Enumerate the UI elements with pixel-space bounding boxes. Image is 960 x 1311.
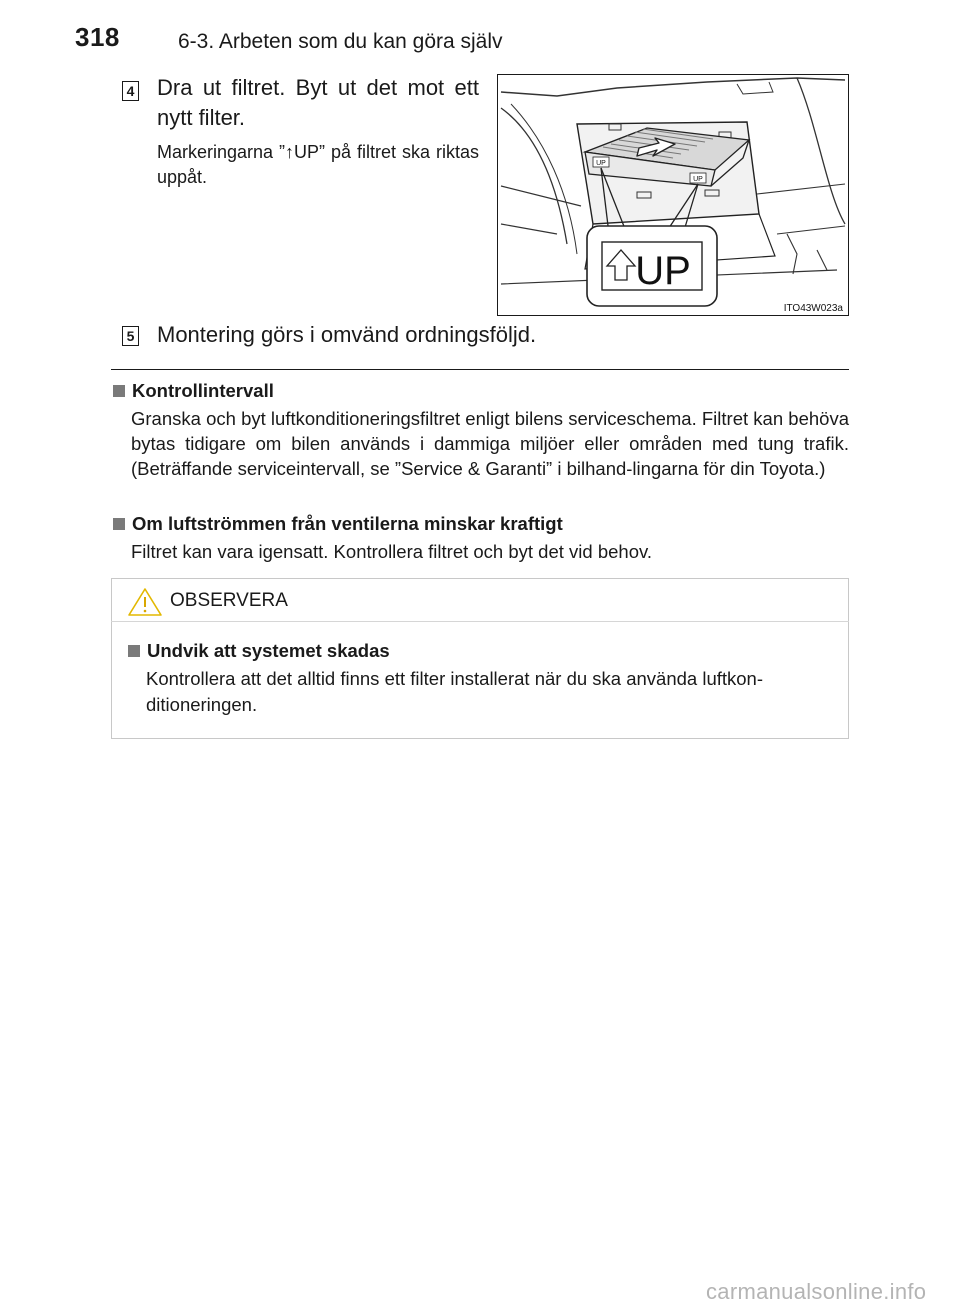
notice-heading [128,640,390,662]
notice-title: OBSERVERA [170,590,288,611]
kontrollintervall-heading-text: Kontrollintervall [132,380,274,401]
section-title: 6-3. Arbeten som du kan göra själv [178,30,503,53]
notice-header-divider [111,621,849,622]
notice-heading-text: Undvik att systemet skadas [147,640,390,661]
warning-triangle-icon [127,587,163,617]
step-4-note: Markeringarna ”↑UP” på filtret ska riktas uppåt. [157,142,479,187]
section-divider [111,369,849,370]
callout-up-label: UP [635,249,691,293]
figure-code: ITO43W023a [783,303,843,314]
watermark: carmanualsonline.info [706,1279,927,1304]
step-5-badge: 5 [122,326,139,346]
luftstrommen-heading-text: Om luftströmmen från ventilerna minskar kraftigt [132,513,563,534]
filter-illustration [497,74,849,316]
svg-text:UP: UP [596,160,606,167]
notice-body: Kontrollera att det alltid finns ett filter installerat när du ska använda luftkon-ditioneringen. [146,668,764,715]
svg-text:UP: UP [693,176,703,183]
luftstrommen-body: Filtret kan vara igensatt. Kontrollera filtret och byt det vid behov. [131,541,652,562]
step-4-badge: 4 [122,81,139,101]
kontrollintervall-body: Granska och byt luftkonditioneringsfiltret enligt bilens serviceschema. Filtret kan behöva bytas tidigare om bilen används i dammiga miljöer eller områden med tung trafik. (Beträffande serviceintervall, se ”Service & Garanti” i bilhand-lingarna för din Toyota.) [131,408,849,479]
step-4-instruction: Dra ut filtret. Byt ut det mot ett nytt filter. [157,75,479,130]
step-5-instruction: Montering görs i omvänd ordningsföljd. [157,322,537,347]
kontrollintervall-heading [113,380,274,402]
bullet-square-icon [128,645,140,657]
page-number: 318 [75,22,120,52]
bullet-square-icon [113,385,125,397]
luftstrommen-heading [113,513,563,535]
bullet-square-icon [113,518,125,530]
